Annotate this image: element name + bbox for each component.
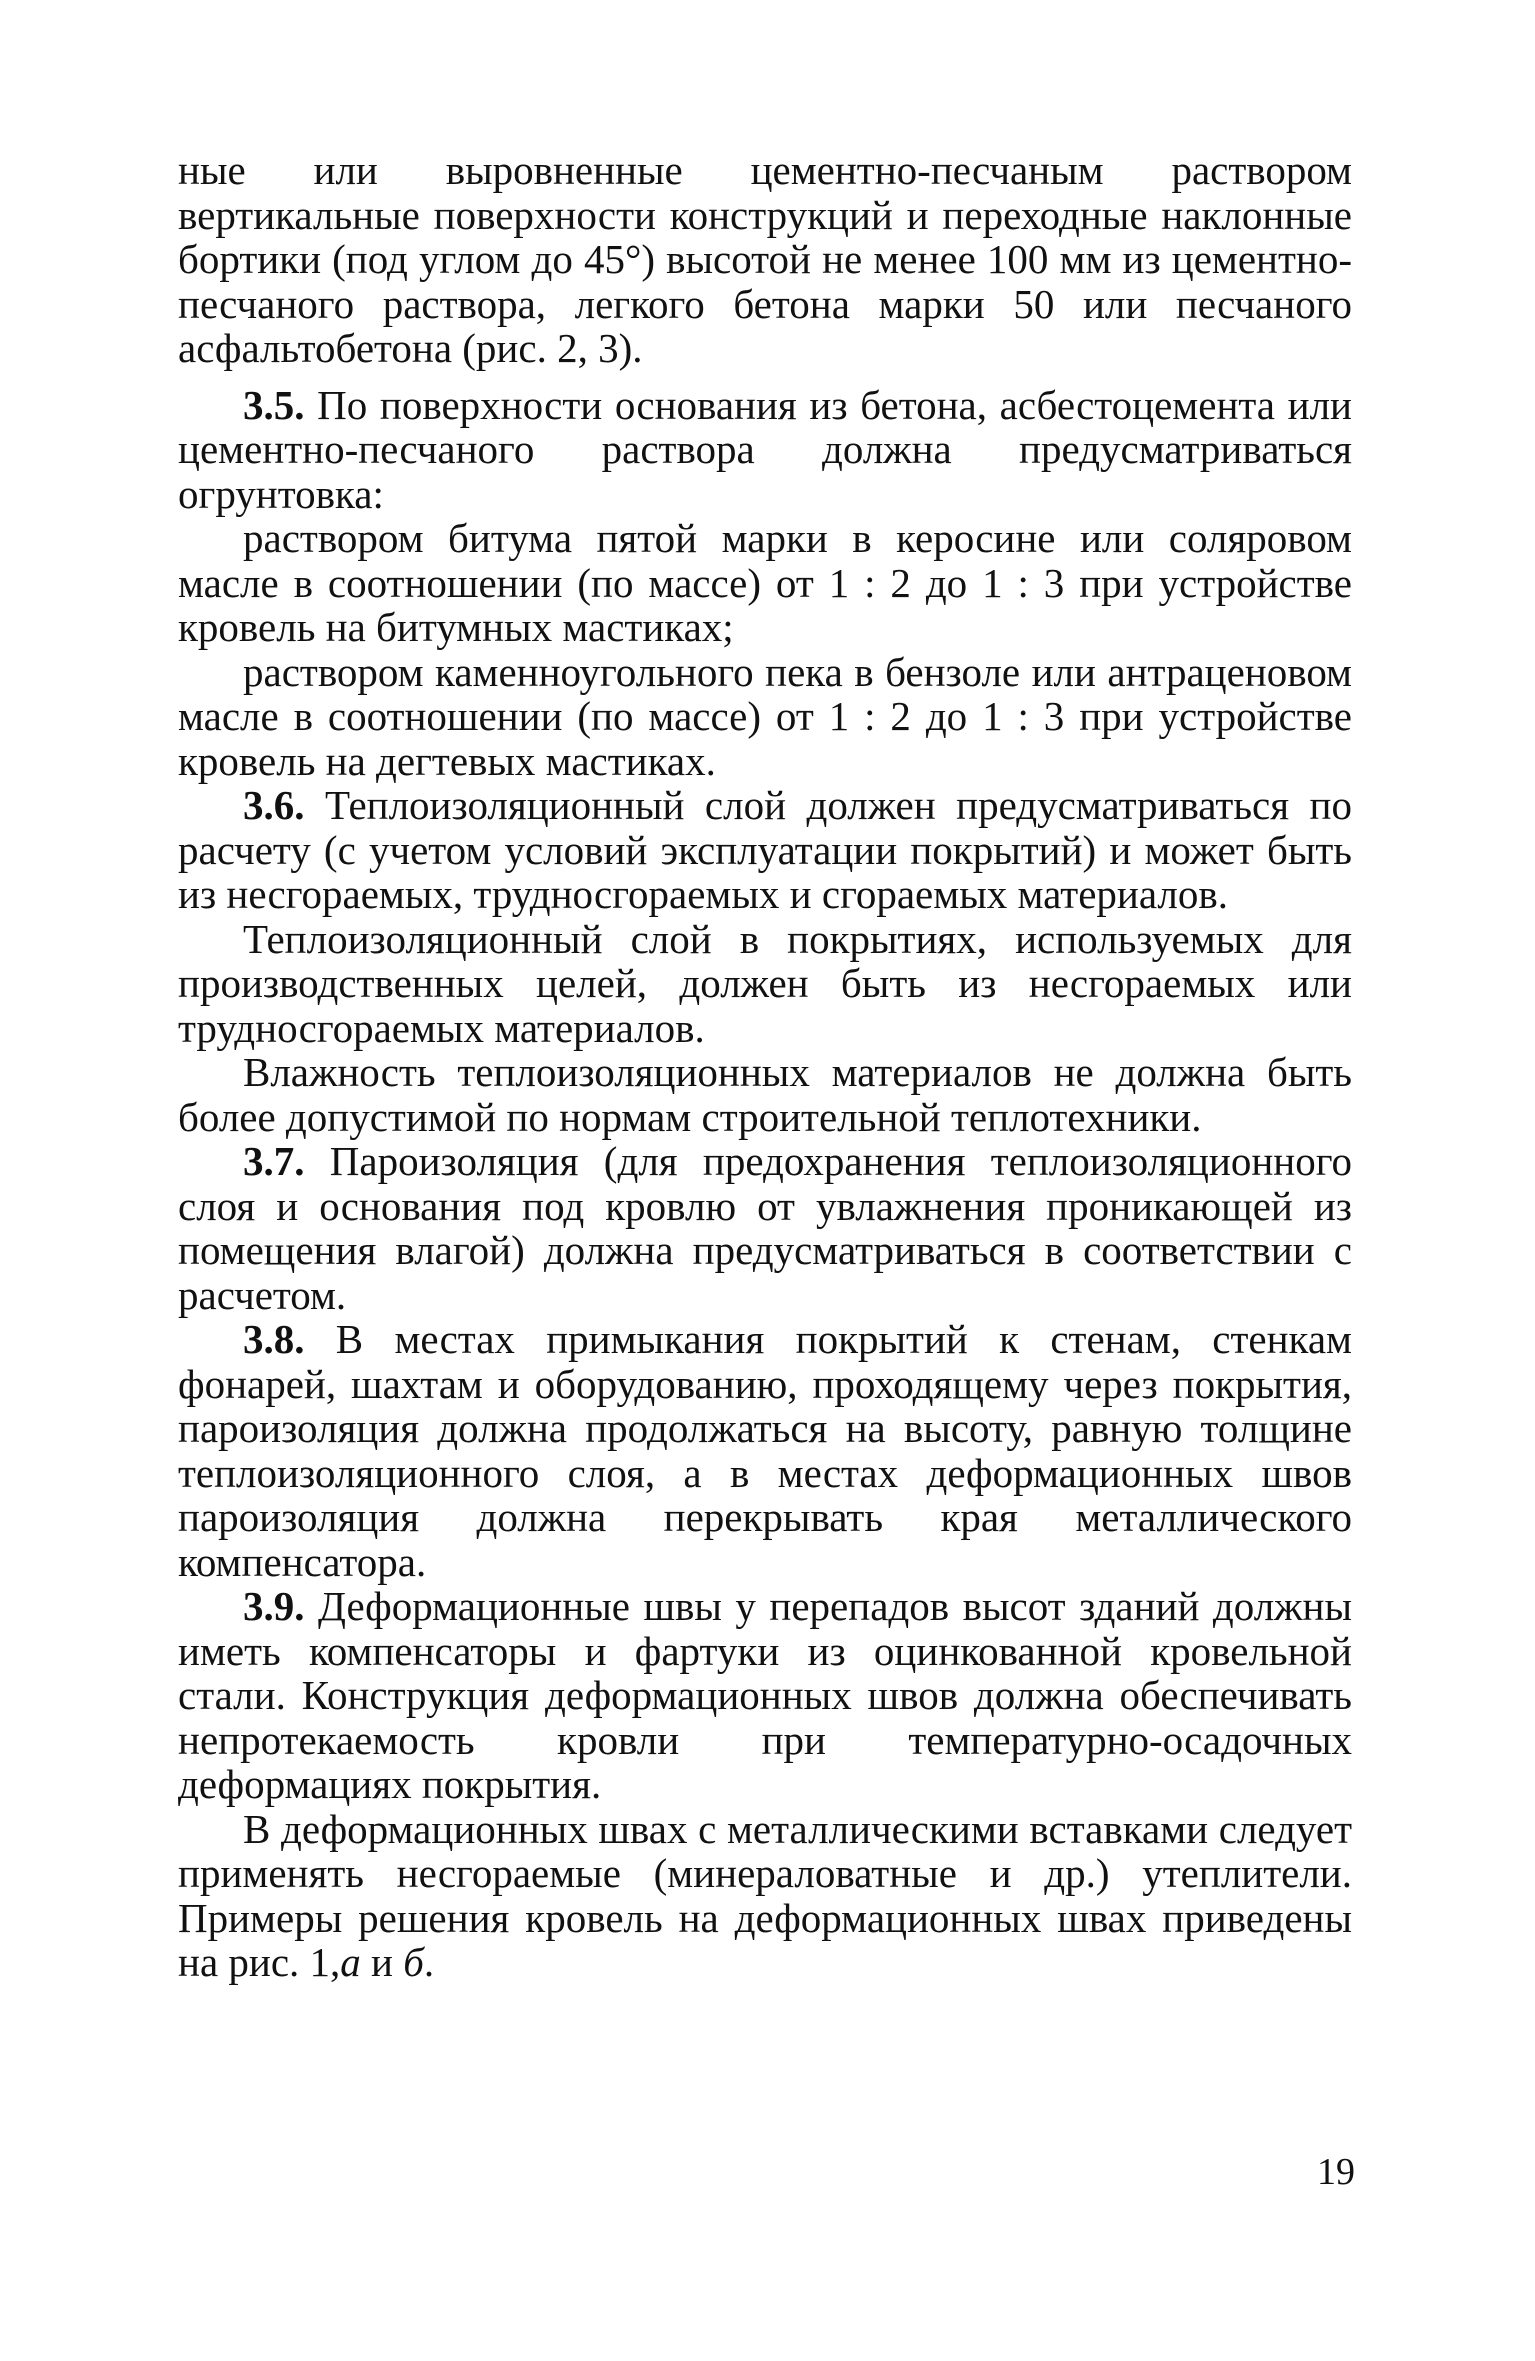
- paragraph-3-8: [178, 1317, 1352, 1584]
- conjunction: и: [360, 1939, 404, 1985]
- paragraph-insulation-industrial: [178, 917, 1352, 1051]
- sentence-end: .: [423, 1939, 435, 1985]
- section-number: 3.6.: [243, 782, 305, 828]
- paragraph-3-6: [178, 783, 1352, 917]
- paragraph-text: Пароизоляция (для предохранения теплоизоляционного слоя и основания под кровлю от увлажнения проникающей из помещения влагой) должна предусматриваться в соответствии с расчетом.: [178, 1138, 1352, 1318]
- paragraph-text: Теплоизоляционный слой в покрытиях, используемых для производственных целей, должен быть из несгораемых или трудносгораемых материалов.: [178, 915, 1352, 1051]
- section-number: 3.8.: [243, 1316, 305, 1362]
- paragraph-deformation-joints: [178, 1807, 1352, 1985]
- section-number: 3.7.: [243, 1138, 305, 1184]
- paragraph-3-9: [178, 1584, 1352, 1807]
- figure-ref-b: б: [403, 1939, 424, 1985]
- section-number: 3.5.: [243, 381, 305, 428]
- paragraph-text: В деформационных швах с металлическими вставками следует применять несгораемые (минераловатные и др.) утеплители. Примеры решения кровель на деформационных швах приведены на рис. 1,: [178, 1805, 1352, 1985]
- paragraph-text: раствором каменноугольного пека в бензоле или антраценовом масле в соотношении (по массе) от 1 : 2 до 1 : 3 при устройстве кровель на дегтевых мастиках.: [178, 648, 1352, 784]
- paragraph-insulation-moisture: [178, 1050, 1352, 1139]
- paragraph-text: Деформационные швы у перепадов высот зданий должны иметь компенсаторы и фартуки из оцинкованной кровельной стали. Конструкция деформационных швов должна обеспечивать непротекаемость кровли при температурно-осадочных деформациях покрытия.: [178, 1583, 1352, 1807]
- paragraph-continuation: [178, 148, 1352, 371]
- paragraph-text: Влажность теплоизоляционных материалов не должна быть более допустимой по нормам строительной теплотехники.: [178, 1049, 1352, 1140]
- section-number: 3.9.: [243, 1583, 305, 1629]
- paragraph-text: ные или выровненные цементно-песчаным раствором вертикальные поверхности конструкций и переходные наклонные бортики (под углом до 45°) высотой не менее 100 мм из цементно-песчаного раствора, легкого бетона марки 50 или песчаного асфальтобетона (рис. 2, 3).: [178, 147, 1352, 371]
- paragraph-bitumen-primer: [178, 516, 1352, 650]
- paragraph-tar-primer: [178, 650, 1352, 784]
- paragraph-text: По поверхности основания из бетона, асбестоцемента или цементно-песчаного раствора должна предусматриваться огрунтовка:: [178, 381, 1352, 517]
- page-number: 19: [1317, 2151, 1355, 2193]
- paragraph-text: В местах примыкания покрытий к стенам, стенкам фонарей, шахтам и оборудованию, проходящему через покрытия, пароизоляция должна продолжаться на высоту, равную толщине теплоизоляционного слоя, а в местах деформационных швов пароизоляция должна перекрывать края металлического компенсатора.: [178, 1316, 1352, 1585]
- paragraph-3-5: [178, 383, 1352, 517]
- paragraph-3-7: [178, 1139, 1352, 1317]
- paragraph-text: раствором битума пятой марки в керосине или соляровом масле в соотношении (по массе) от 1 : 2 до 1 : 3 при устройстве кровель на битумных мастиках;: [178, 515, 1352, 650]
- body-text: [178, 148, 1352, 1985]
- paragraph-text: Теплоизоляционный слой должен предусматриваться по расчету (с учетом условий эксплуатации покрытий) и может быть из несгораемых, трудносгораемых и сгораемых материалов.: [178, 782, 1352, 917]
- figure-ref-a: а: [340, 1939, 361, 1985]
